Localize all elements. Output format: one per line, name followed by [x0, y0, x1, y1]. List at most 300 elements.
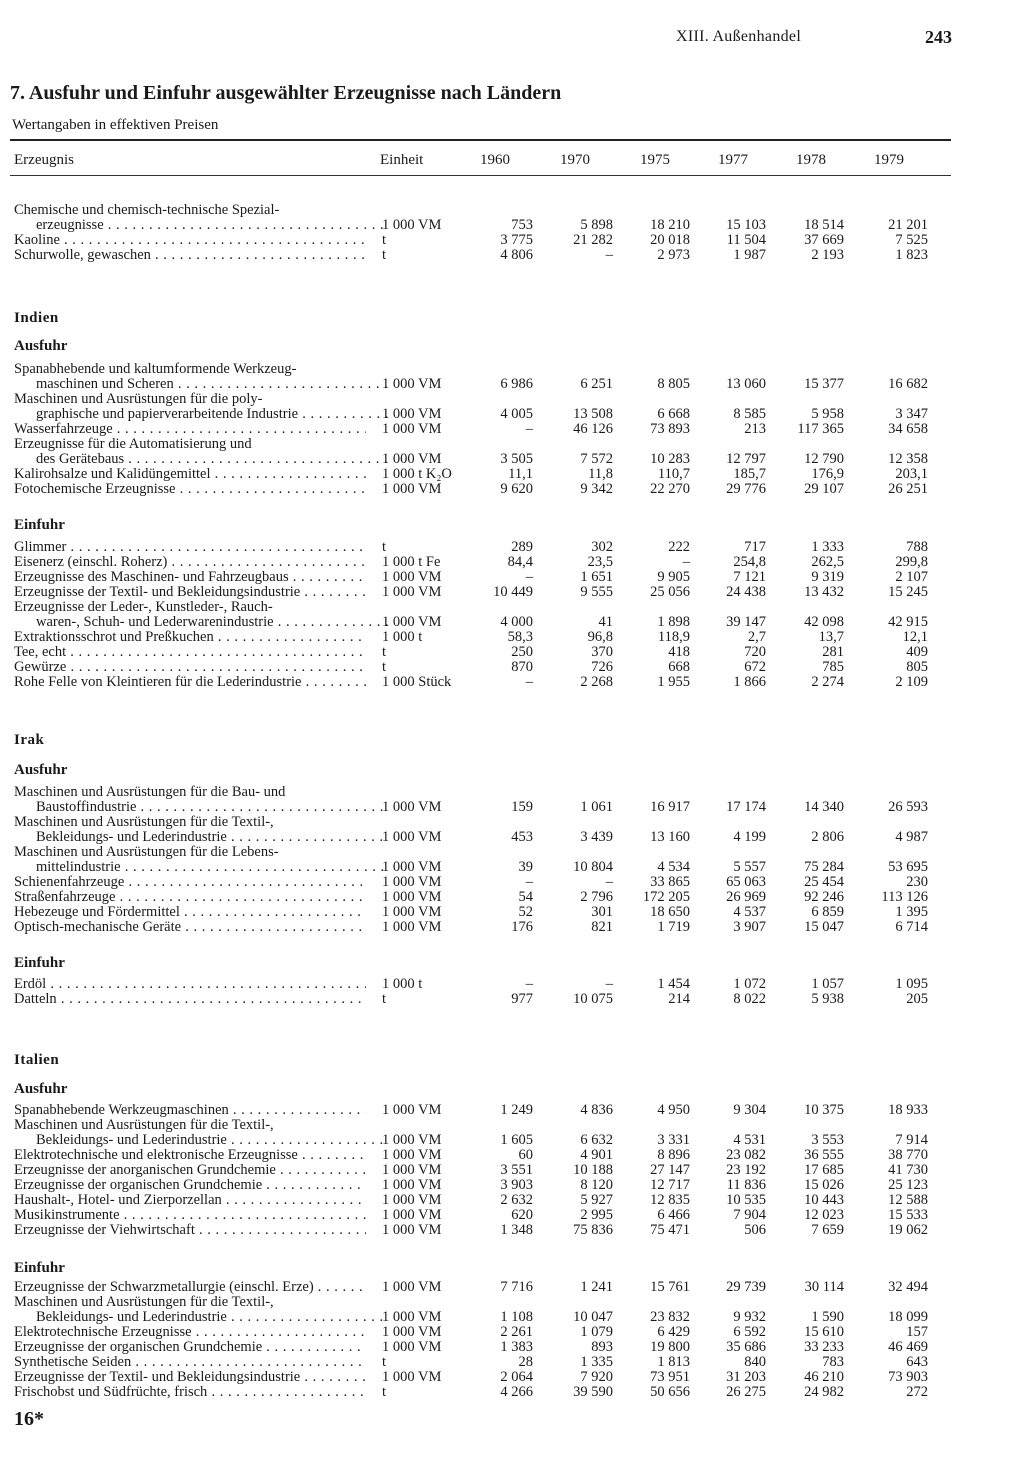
value-1977: 717: [744, 539, 766, 555]
row-unit: 1 000 VM: [382, 919, 442, 935]
row-unit: t: [382, 232, 387, 248]
value-1970: –: [605, 247, 613, 263]
col-year-1979: 1979: [874, 152, 904, 168]
value-1979: 7 914: [895, 1132, 928, 1148]
row-unit: 1 000 VM: [382, 584, 442, 600]
value-1970: 1 651: [580, 569, 613, 585]
value-1977: 26 969: [726, 889, 766, 905]
value-1975: 18 210: [650, 217, 690, 233]
value-1978: 36 555: [804, 1147, 844, 1163]
row-label: des Gerätebaus . . .: [36, 451, 388, 467]
value-1960: –: [525, 674, 533, 690]
value-1978: 29 107: [804, 481, 844, 497]
table-row: [0, 1339, 1024, 1355]
row-label: Rohe Felle von Kleintieren für die Lederindustrie . . .: [14, 674, 366, 690]
value-1960: 3 551: [500, 1162, 533, 1178]
value-1977: 65 063: [726, 874, 766, 890]
row-unit: 1 000 VM: [382, 1192, 442, 1208]
value-1960: 39: [518, 859, 533, 875]
value-1960: 453: [511, 829, 533, 845]
value-1970: 8 120: [580, 1177, 613, 1193]
value-1977: 23 192: [726, 1162, 766, 1178]
value-1970: 39 590: [573, 1384, 613, 1400]
value-1978: 15 047: [804, 919, 844, 935]
value-1970: 3 439: [580, 829, 613, 845]
value-1978: 262,5: [811, 554, 844, 570]
row-label: graphische und papierverarbeitende Industrie . . .: [36, 406, 388, 422]
table-row: [0, 674, 1024, 690]
value-1978: 10 443: [804, 1192, 844, 1208]
value-1975: 3 331: [657, 1132, 690, 1148]
value-1975: 6 429: [657, 1324, 690, 1340]
value-1979: 16 682: [888, 376, 928, 392]
row-label: Erzeugnisse der Textil- und Bekleidungsindustrie . . .: [14, 1369, 366, 1385]
table-row-label-line: [0, 784, 1024, 800]
table-row-label-line: [0, 361, 1024, 377]
value-1975: 19 800: [650, 1339, 690, 1355]
table-row: [0, 1369, 1024, 1385]
table-row: [0, 451, 1024, 467]
value-1975: 1 719: [657, 919, 690, 935]
value-1977: 1 987: [733, 247, 766, 263]
row-unit: 1 000 VM: [382, 1339, 442, 1355]
table-title: 7. Ausfuhr und Einfuhr ausgewählter Erzeugnisse nach Ländern: [10, 82, 562, 104]
value-1960: 159: [511, 799, 533, 815]
value-1979: 6 714: [895, 919, 928, 935]
value-1975: 2 973: [657, 247, 690, 263]
value-1979: 42 915: [888, 614, 928, 630]
value-1970: 5 898: [580, 217, 613, 233]
value-1979: 230: [906, 874, 928, 890]
value-1960: 1 383: [500, 1339, 533, 1355]
value-1978: 42 098: [804, 614, 844, 630]
table-row: [0, 976, 1024, 992]
value-1979: 2 109: [895, 674, 928, 690]
row-label: Spanabhebende Werkzeugmaschinen . . .: [14, 1102, 366, 1118]
row-unit: t: [382, 1354, 387, 1370]
flow-heading: Ausfuhr: [14, 338, 68, 354]
row-label: Bekleidungs- und Lederindustrie . . .: [36, 829, 388, 845]
value-1960: 2 261: [500, 1324, 533, 1340]
value-1977: 4 531: [733, 1132, 766, 1148]
table-row: [0, 1384, 1024, 1400]
table-row: [0, 466, 1024, 482]
value-1977: 8 022: [733, 991, 766, 1007]
value-1978: 2 806: [811, 829, 844, 845]
value-1970: 5 927: [580, 1192, 613, 1208]
value-1979: 12 358: [888, 451, 928, 467]
row-unit: 1 000 VM: [382, 614, 442, 630]
table-row: [0, 859, 1024, 875]
value-1960: –: [525, 421, 533, 437]
value-1970: 9 342: [580, 481, 613, 497]
row-label: Glimmer . . .: [14, 539, 366, 555]
value-1977: 720: [744, 644, 766, 660]
table-row-label-line: [0, 1117, 1024, 1133]
value-1979: 18 099: [888, 1309, 928, 1325]
value-1979: 3 347: [895, 406, 928, 422]
row-label: Extraktionsschrot und Preßkuchen . . .: [14, 629, 366, 645]
value-1960: 10 449: [493, 584, 533, 600]
value-1960: 6 986: [500, 376, 533, 392]
value-1979: 788: [906, 539, 928, 555]
value-1977: 11 836: [726, 1177, 766, 1193]
value-1970: 1 241: [580, 1279, 613, 1295]
value-1979: 41 730: [888, 1162, 928, 1178]
row-label: Kalirohsalze und Kalidüngemittel . . .: [14, 466, 366, 482]
value-1979: 1 395: [895, 904, 928, 920]
value-1978: 2 193: [811, 247, 844, 263]
row-label: Synthetische Seiden . . .: [14, 1354, 366, 1370]
table-row: [0, 217, 1024, 233]
value-1960: 250: [511, 644, 533, 660]
value-1975: 20 018: [650, 232, 690, 248]
value-1975: 418: [668, 644, 690, 660]
value-1977: 29 776: [726, 481, 766, 497]
value-1979: 15 245: [888, 584, 928, 600]
value-1979: 272: [906, 1384, 928, 1400]
table-row: [0, 614, 1024, 630]
value-1975: –: [682, 554, 690, 570]
value-1978: 12 023: [804, 1207, 844, 1223]
row-label: Schienenfahrzeuge . . .: [14, 874, 366, 890]
value-1960: 3 775: [500, 232, 533, 248]
table-row: [0, 1192, 1024, 1208]
value-1978: 1 333: [811, 539, 844, 555]
value-1977: 4 199: [733, 829, 766, 845]
value-1970: 370: [591, 644, 613, 660]
value-1978: 10 375: [804, 1102, 844, 1118]
row-unit: 1 000 VM: [382, 451, 442, 467]
row-label: Optisch-mechanische Geräte . . .: [14, 919, 366, 935]
value-1970: 10 075: [573, 991, 613, 1007]
col-year-1975: 1975: [640, 152, 670, 168]
table-row-label-line: [0, 436, 1024, 452]
value-1979: 203,1: [895, 466, 928, 482]
value-1979: 21 201: [888, 217, 928, 233]
value-1977: 4 537: [733, 904, 766, 920]
row-unit: 1 000 VM: [382, 421, 442, 437]
value-1978: 1 057: [811, 976, 844, 992]
value-1977: 2,7: [747, 629, 766, 645]
value-1975: 50 656: [650, 1384, 690, 1400]
row-label: Erzeugnisse für die Automatisierung und: [14, 436, 252, 452]
row-label: Erdöl . . .: [14, 976, 366, 992]
value-1960: 1 348: [500, 1222, 533, 1238]
row-unit: 1 000 VM: [382, 799, 442, 815]
row-unit: t: [382, 644, 387, 660]
table-row: [0, 874, 1024, 890]
value-1978: 14 340: [804, 799, 844, 815]
table-row: [0, 1324, 1024, 1340]
value-1960: 60: [518, 1147, 533, 1163]
value-1975: 10 283: [650, 451, 690, 467]
value-1978: 9 319: [811, 569, 844, 585]
value-1960: 1 249: [500, 1102, 533, 1118]
value-1975: 12 835: [650, 1192, 690, 1208]
table-row: [0, 1132, 1024, 1148]
value-1978: 3 553: [811, 1132, 844, 1148]
table-row: [0, 481, 1024, 497]
row-unit: 1 000 VM: [382, 1162, 442, 1178]
value-1960: 289: [511, 539, 533, 555]
table-row: [0, 904, 1024, 920]
value-1960: 84,4: [507, 554, 533, 570]
value-1978: 75 284: [804, 859, 844, 875]
value-1960: 3 505: [500, 451, 533, 467]
row-label: Straßenfahrzeuge . . .: [14, 889, 366, 905]
table-row: [0, 1147, 1024, 1163]
row-label: Musikinstrumente . . .: [14, 1207, 366, 1223]
value-1970: 10 188: [573, 1162, 613, 1178]
value-1960: 58,3: [507, 629, 533, 645]
table-row: [0, 991, 1024, 1007]
value-1979: 12 588: [888, 1192, 928, 1208]
section-title: XIII. Außenhandel: [676, 28, 802, 45]
col-year-1977: 1977: [718, 152, 748, 168]
value-1977: 5 557: [733, 859, 766, 875]
value-1960: 1 108: [500, 1309, 533, 1325]
value-1970: 10 047: [573, 1309, 613, 1325]
row-unit: 1 000 t: [382, 629, 423, 645]
table-row: [0, 1309, 1024, 1325]
value-1977: 6 592: [733, 1324, 766, 1340]
row-label: Erzeugnisse des Maschinen- und Fahrzeugbaus . . .: [14, 569, 366, 585]
row-unit: 1 000 t: [382, 976, 423, 992]
value-1960: 620: [511, 1207, 533, 1223]
row-label: Maschinen und Ausrüstungen für die Textil-,: [14, 1117, 274, 1133]
table-subtitle: Wertangaben in effektiven Preisen: [12, 117, 219, 133]
value-1960: 4 005: [500, 406, 533, 422]
value-1979: 157: [906, 1324, 928, 1340]
value-1975: 668: [668, 659, 690, 675]
value-1979: 19 062: [888, 1222, 928, 1238]
table-row: [0, 1354, 1024, 1370]
value-1977: 9 304: [733, 1102, 766, 1118]
row-unit: 1 000 VM: [382, 1279, 442, 1295]
table-row-label-line: [0, 202, 1024, 218]
row-label: Maschinen und Ausrüstungen für die Textil-,: [14, 1294, 274, 1310]
value-1977: 39 147: [726, 614, 766, 630]
value-1979: 12,1: [902, 629, 928, 645]
row-unit: 1 000 VM: [382, 889, 442, 905]
value-1970: 46 126: [573, 421, 613, 437]
flow-heading: Einfuhr: [14, 955, 65, 971]
value-1970: 1 079: [580, 1324, 613, 1340]
value-1970: 2 268: [580, 674, 613, 690]
value-1970: 302: [591, 539, 613, 555]
value-1979: 805: [906, 659, 928, 675]
value-1978: 15 610: [804, 1324, 844, 1340]
value-1970: 7 572: [580, 451, 613, 467]
value-1979: 18 933: [888, 1102, 928, 1118]
value-1970: 4 836: [580, 1102, 613, 1118]
row-unit: 1 000 VM: [382, 1102, 442, 1118]
row-label: Schurwolle, gewaschen . . .: [14, 247, 366, 263]
value-1979: 205: [906, 991, 928, 1007]
value-1979: 4 987: [895, 829, 928, 845]
value-1977: 29 739: [726, 1279, 766, 1295]
value-1979: 25 123: [888, 1177, 928, 1193]
table-row: [0, 799, 1024, 815]
row-label: Erzeugnisse der organischen Grundchemie . . .: [14, 1177, 366, 1193]
value-1977: 1 866: [733, 674, 766, 690]
value-1970: 21 282: [573, 232, 613, 248]
value-1975: 1 898: [657, 614, 690, 630]
value-1977: 672: [744, 659, 766, 675]
row-label: Gewürze . . .: [14, 659, 366, 675]
value-1979: 53 695: [888, 859, 928, 875]
value-1978: 15 377: [804, 376, 844, 392]
value-1977: 10 535: [726, 1192, 766, 1208]
row-unit: 1 000 VM: [382, 569, 442, 585]
value-1978: 17 685: [804, 1162, 844, 1178]
row-unit: 1 000 VM: [382, 829, 442, 845]
value-1977: 9 932: [733, 1309, 766, 1325]
value-1970: 41: [598, 614, 613, 630]
value-1960: 7 716: [500, 1279, 533, 1295]
row-label: erzeugnisse . . .: [36, 217, 388, 233]
value-1975: 18 650: [650, 904, 690, 920]
value-1978: 33 233: [804, 1339, 844, 1355]
value-1978: 92 246: [804, 889, 844, 905]
value-1978: 6 859: [811, 904, 844, 920]
col-unit: Einheit: [380, 152, 424, 168]
value-1979: 2 107: [895, 569, 928, 585]
row-unit: 1 000 VM: [382, 874, 442, 890]
value-1977: 254,8: [733, 554, 766, 570]
value-1975: 214: [668, 991, 690, 1007]
value-1970: 726: [591, 659, 613, 675]
row-label: Chemische und chemisch-technische Spezial-: [14, 202, 280, 218]
flow-heading: Einfuhr: [14, 517, 65, 533]
value-1960: 11,1: [508, 466, 533, 482]
value-1979: 46 469: [888, 1339, 928, 1355]
value-1979: 34 658: [888, 421, 928, 437]
value-1970: 10 804: [573, 859, 613, 875]
row-unit: 1 000 VM: [382, 1324, 442, 1340]
row-unit: t: [382, 991, 387, 1007]
value-1977: 24 438: [726, 584, 766, 600]
value-1970: 2 796: [580, 889, 613, 905]
value-1975: 16 917: [650, 799, 690, 815]
row-unit: 1 000 VM: [382, 1369, 442, 1385]
value-1960: –: [525, 569, 533, 585]
value-1960: 176: [511, 919, 533, 935]
value-1979: 7 525: [895, 232, 928, 248]
row-label: waren-, Schuh- und Lederwarenindustrie . . .: [36, 614, 388, 630]
value-1975: 222: [668, 539, 690, 555]
value-1975: 172 205: [642, 889, 690, 905]
table-row-label-line: [0, 814, 1024, 830]
row-unit: 1 000 VM: [382, 904, 442, 920]
value-1977: 23 082: [726, 1147, 766, 1163]
value-1978: 15 026: [804, 1177, 844, 1193]
row-label: Hebezeuge und Fördermittel . . .: [14, 904, 366, 920]
value-1979: 113 126: [881, 889, 928, 905]
value-1978: 281: [822, 644, 844, 660]
row-unit: 1 000 VM: [382, 1147, 442, 1163]
value-1979: 73 903: [888, 1369, 928, 1385]
value-1977: 35 686: [726, 1339, 766, 1355]
value-1970: 1 061: [580, 799, 613, 815]
row-unit: 1 000 VM: [382, 481, 442, 497]
value-1978: 176,9: [811, 466, 844, 482]
table-row: [0, 569, 1024, 585]
value-1970: 301: [591, 904, 613, 920]
value-1960: 870: [511, 659, 533, 675]
row-unit: 1 000 VM: [382, 1207, 442, 1223]
value-1977: 7 904: [733, 1207, 766, 1223]
country-heading: Irak: [14, 732, 45, 748]
value-1978: 12 790: [804, 451, 844, 467]
country-heading: Italien: [14, 1052, 60, 1068]
value-1978: 13 432: [804, 584, 844, 600]
value-1975: 118,9: [657, 629, 690, 645]
value-1979: 409: [906, 644, 928, 660]
row-label: Elektrotechnische Erzeugnisse . . .: [14, 1324, 366, 1340]
value-1977: 13 060: [726, 376, 766, 392]
row-label: Elektrotechnische und elektronische Erzeugnisse . . .: [14, 1147, 366, 1163]
table-row: [0, 1162, 1024, 1178]
row-label: Eisenerz (einschl. Roherz) . . .: [14, 554, 366, 570]
row-unit: 1 000 VM: [382, 1309, 442, 1325]
value-1977: 26 275: [726, 1384, 766, 1400]
row-unit: t: [382, 247, 387, 263]
value-1977: 840: [744, 1354, 766, 1370]
page-number: 243: [925, 27, 952, 47]
table-row: [0, 584, 1024, 600]
value-1977: 7 121: [733, 569, 766, 585]
row-label: Erzeugnisse der organischen Grundchemie . . .: [14, 1339, 366, 1355]
table-row: [0, 1207, 1024, 1223]
value-1977: 185,7: [733, 466, 766, 482]
table-row-label-line: [0, 599, 1024, 615]
table-row: [0, 376, 1024, 392]
value-1978: 46 210: [804, 1369, 844, 1385]
row-label: Bekleidungs- und Lederindustrie . . .: [36, 1132, 388, 1148]
row-unit: 1 000 VM: [382, 1132, 442, 1148]
row-label: Haushalt-, Hotel- und Zierporzellan . . .: [14, 1192, 366, 1208]
value-1977: 213: [744, 421, 766, 437]
value-1977: 17 174: [726, 799, 766, 815]
value-1978: 25 454: [804, 874, 844, 890]
value-1979: 643: [906, 1354, 928, 1370]
value-1970: 2 995: [580, 1207, 613, 1223]
value-1975: 13 160: [650, 829, 690, 845]
value-1970: 6 632: [580, 1132, 613, 1148]
value-1975: 23 832: [650, 1309, 690, 1325]
row-label: Wasserfahrzeuge . . .: [14, 421, 366, 437]
value-1960: 9 620: [500, 481, 533, 497]
table-row: [0, 1222, 1024, 1238]
value-1975: 75 471: [650, 1222, 690, 1238]
table-row: [0, 919, 1024, 935]
row-unit: t: [382, 1384, 387, 1400]
table-row: [0, 659, 1024, 675]
value-1960: 753: [511, 217, 533, 233]
value-1978: 13,7: [818, 629, 844, 645]
row-label: Erzeugnisse der anorganischen Grundchemie . . .: [14, 1162, 366, 1178]
value-1978: 18 514: [804, 217, 844, 233]
value-1975: 6 466: [657, 1207, 690, 1223]
table-row: [0, 1102, 1024, 1118]
value-1977: 1 072: [733, 976, 766, 992]
value-1977: 8 585: [733, 406, 766, 422]
row-label: Maschinen und Ausrüstungen für die Lebens-: [14, 844, 279, 860]
value-1960: 52: [518, 904, 533, 920]
value-1975: 1 454: [657, 976, 690, 992]
